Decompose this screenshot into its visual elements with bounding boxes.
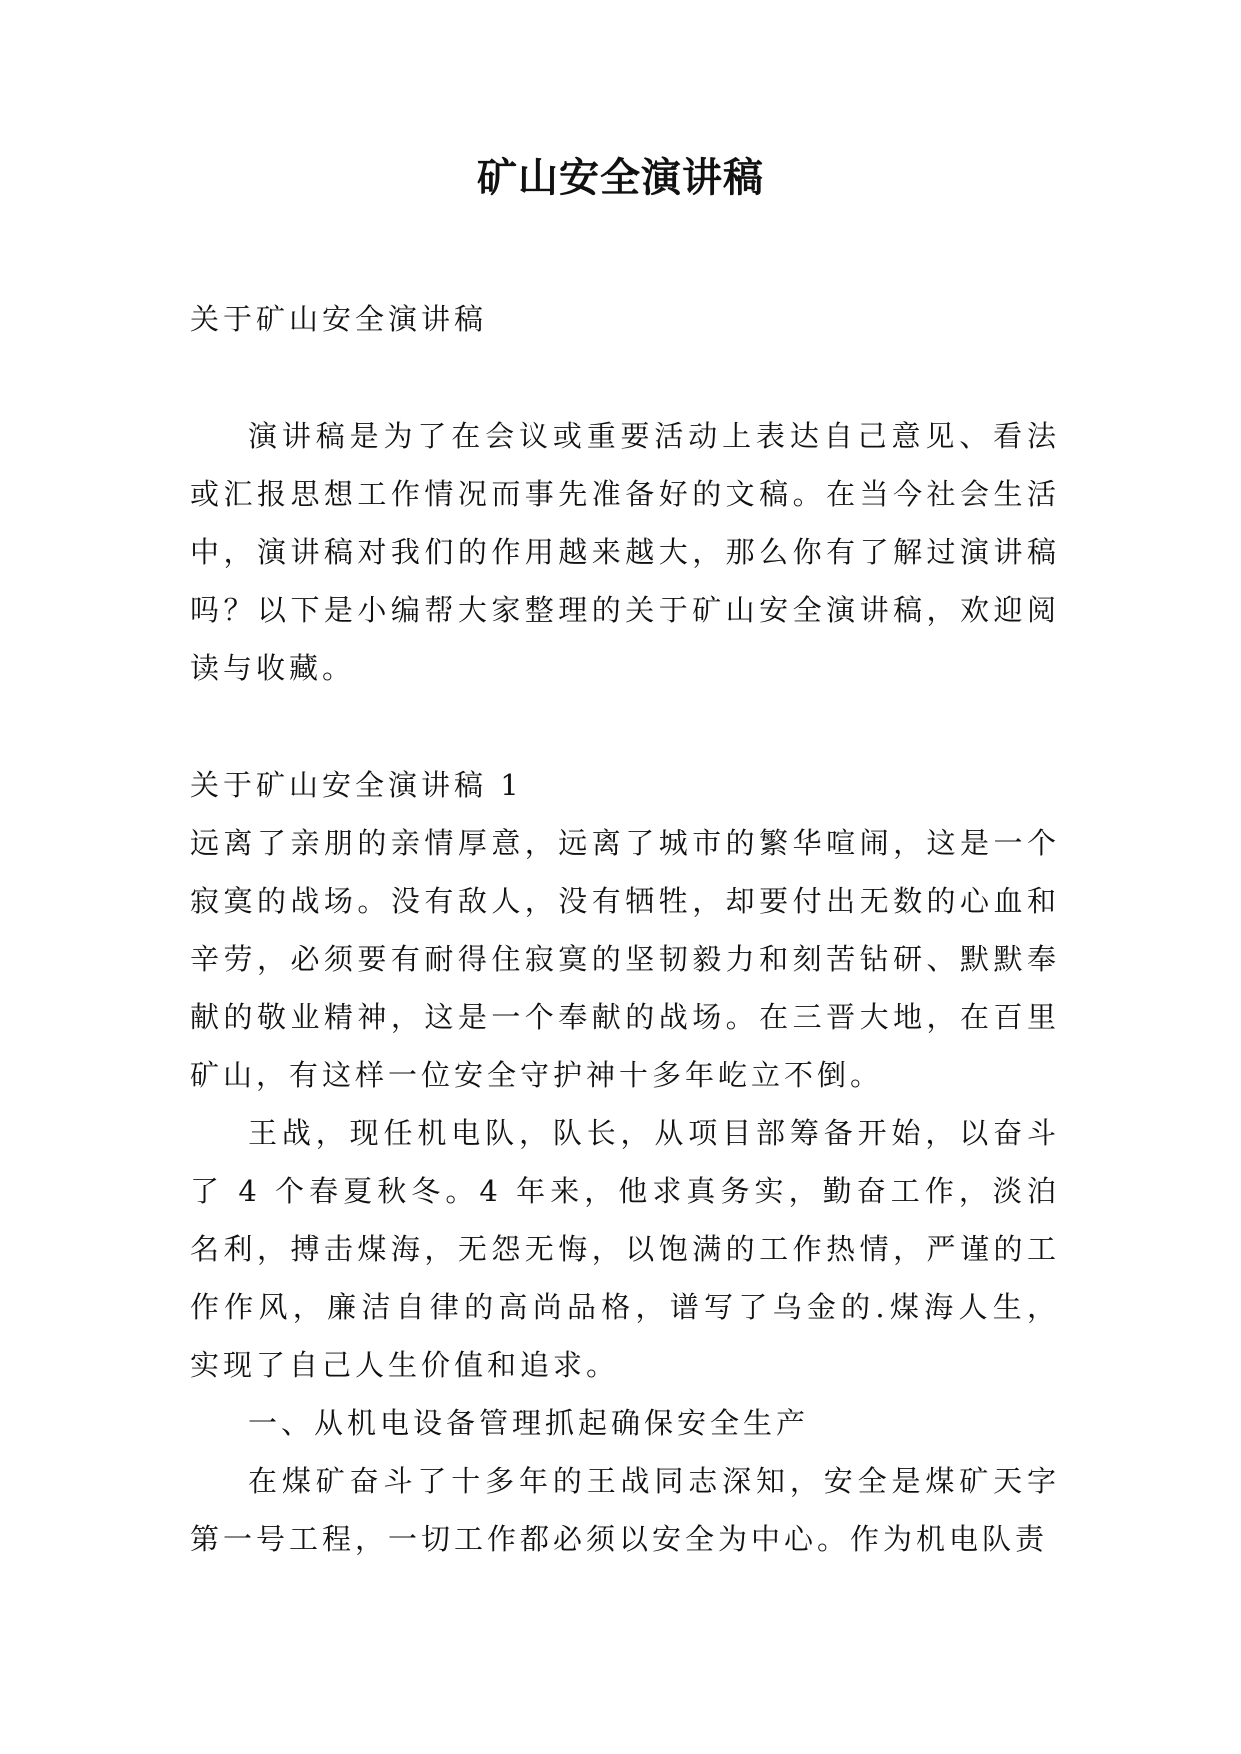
spacer — [190, 348, 1060, 407]
body-paragraph: 远离了亲朋的亲情厚意，远离了城市的繁华喧闹，这是一个寂寞的战场。没有敌人，没有牺牲，却要付出无数的心血和辛劳，必须要有耐得住寂寞的坚韧毅力和刻苦钻研、默默奉献的敬业精神，这是一个奉献的战场。在三晋大地，在百里矿山，有这样一位安全守护神十多年屹立不倒。 — [190, 826, 1060, 1092]
section-heading: 关于矿山安全演讲稿 1 — [190, 768, 523, 802]
document-title: 矿山安全演讲稿 — [477, 154, 764, 201]
document-subtitle: 关于矿山安全演讲稿 — [190, 302, 488, 336]
section-subheading: 一、从机电设备管理抓起确保安全生产 — [248, 1406, 810, 1440]
body-paragraph: 在煤矿奋斗了十多年的王战同志深知，安全是煤矿天字第一号工程，一切工作都必须以安全为中心。作为机电队责 — [190, 1464, 1060, 1556]
spacer — [190, 697, 1060, 756]
intro-paragraph: 演讲稿是为了在会议或重要活动上表达自己意见、看法或汇报思想工作情况而事先准备好的文稿。在当今社会生活中，演讲稿对我们的作用越来越大，那么你有了解过演讲稿吗？以下是小编帮大家整理的关于矿山安全演讲稿，欢迎阅读与收藏。 — [190, 419, 1060, 685]
body-paragraph: 王战，现任机电队，队长，从项目部筹备开始，以奋斗了 4 个春夏秋冬。4 年来，他求真务实，勤奋工作，淡泊名利，搏击煤海，无怨无悔，以饱满的工作热情，严谨的工作作风，廉洁自律的高尚品格，谱写了乌金的.煤海人生，实现了自己人生价值和追求。 — [190, 1116, 1060, 1382]
document-body — [190, 290, 1060, 1568]
